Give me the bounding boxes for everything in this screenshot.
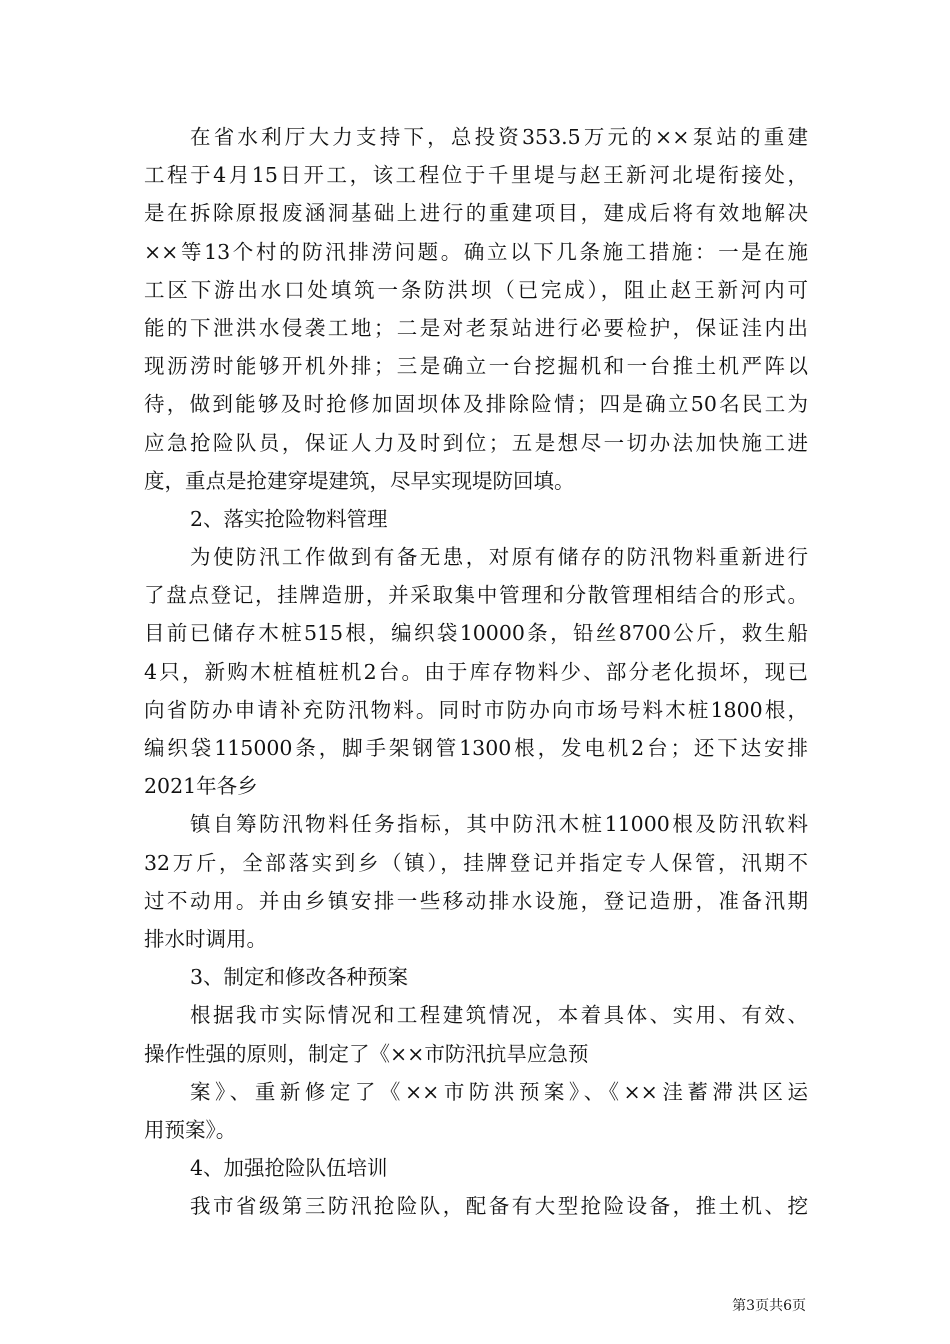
page-number: 第3页共6页 (732, 1298, 806, 1314)
text-line: 是在拆除原报废涵洞基础上进行的重建项目，建成后将有效地解决 (144, 201, 808, 226)
text-line: 度，重点是抢建穿堤建筑，尽早实现堤防回填。 (144, 468, 575, 493)
text-line: 目前已储存木桩515根，编织袋10000条，铅丝8700公斤，救生船 (144, 621, 808, 646)
text-line: 应急抢险队员，保证人力及时到位；五是想尽一切办法加快施工进 (144, 430, 808, 455)
text-line: 用预案》。 (144, 1117, 237, 1142)
text-line: 过不动用。并由乡镇安排一些移动排水设施，登记造册，准备汛期 (144, 888, 808, 913)
text-line: 向省防办申请补充防汛物料。同时市防办向市场号料木桩1800根， (144, 697, 808, 722)
text-line: 4、加强抢险队伍培训 (190, 1156, 388, 1181)
text-line: 我市省级第三防汛抢险队，配备有大型抢险设备，推土机、挖 (190, 1194, 808, 1219)
text-line: 现沥涝时能够开机外排；三是确立一台挖掘机和一台推土机严阵以 (144, 354, 808, 379)
text-line: 2021年各乡 (144, 774, 258, 799)
text-line: 2、落实抢险物料管理 (190, 506, 388, 531)
text-line: 镇自筹防汛物料任务指标，其中防汛木桩11000根及防汛软料 (190, 812, 808, 837)
text-line: 在省水利厅大力支持下，总投资353.5万元的××泵站的重建 (190, 125, 808, 149)
text-line: 编织袋115000条，脚手架钢管1300根，发电机2台；还下达安排 (144, 736, 808, 760)
text-line: 案》、重新修定了《××市防洪预案》、《××洼蓄滞洪区运 (190, 1079, 808, 1104)
text-line: 工区下游出水口处填筑一条防洪坝（已完成），阻止赵王新河内可 (144, 277, 808, 302)
text-line: 为使防汛工作做到有备无患，对原有储存的防汛物料重新进行 (190, 545, 808, 570)
text-line: 操作性强的原则，制定了《××市防汛抗旱应急预 (144, 1041, 589, 1066)
text-line: ××等13个村的防汛排涝问题。确立以下几条施工措施：一是在施 (144, 239, 808, 264)
text-line: 3、制定和修改各种预案 (190, 965, 409, 990)
document-body (144, 118, 808, 1225)
text-line: 了盘点登记，挂牌造册，并采取集中管理和分散管理相结合的形式。 (144, 583, 808, 608)
text-line: 32万斤，全部落实到乡（镇），挂牌登记并指定专人保管，汛期不 (144, 850, 808, 875)
text-line: 待，做到能够及时抢修加固坝体及排除险情；四是确立50名民工为 (144, 392, 808, 417)
text-line: 工程于4月15日开工，该工程位于千里堤与赵王新河北堤衔接处， (144, 163, 808, 188)
text-line: 能的下泄洪水侵袭工地；二是对老泵站进行必要检护，保证洼内出 (144, 315, 808, 340)
text-line: 根据我市实际情况和工程建筑情况，本着具体、实用、有效、 (190, 1003, 808, 1028)
text-line: 4只，新购木桩植桩机2台。由于库存物料少、部分老化损坏，现已 (144, 659, 808, 684)
text-line: 排水时调用。 (144, 926, 267, 951)
